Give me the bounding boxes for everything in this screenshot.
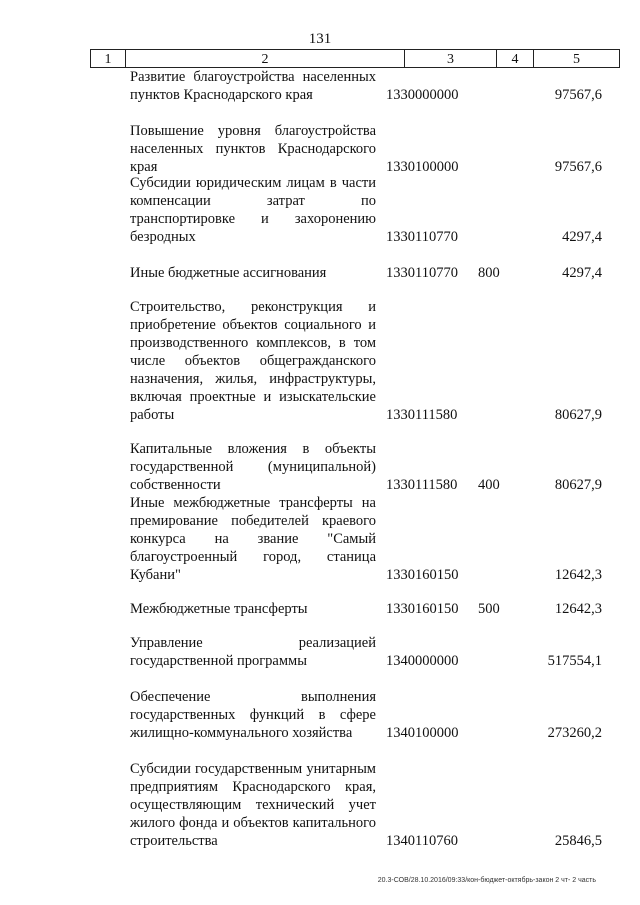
row-amount: 80627,9 (554, 477, 602, 493)
row-name: Субсидии государственным унитарным предприятиям Краснодарского края, осуществляющим технический учет жилого фонда и объектов капитального строительства (130, 761, 376, 849)
row-amount: 4297,4 (562, 229, 602, 245)
row-code: 1330160150 (386, 567, 459, 583)
row-name: Повышение уровня благоустройства населенных пунктов Краснодарского края (130, 123, 376, 175)
row-code: 1330100000 (386, 159, 459, 175)
row-amount: 12642,3 (554, 567, 602, 583)
table-row (0, 175, 640, 246)
row-name: Строительство, реконструкция и приобретение объектов социального и производственного комплексов, в том числе объектов общегражданского назначения, жилья, инфраструктуры, включая проектные и изыскательские работы (130, 299, 376, 423)
row-amount: 517554,1 (547, 653, 602, 669)
row-name: Капитальные вложения в объекты государственной (муниципальной) собственности (130, 441, 376, 493)
table-row (0, 686, 640, 742)
row-code: 1330111580 (386, 477, 458, 493)
row-name: Развитие благоустройства населенных пунктов Краснодарского края (130, 69, 376, 103)
row-name: Иные бюджетные ассигнования (130, 265, 327, 281)
row-amount: 25846,5 (554, 833, 602, 849)
column-header-3: 3 (405, 50, 497, 68)
row-amount: 4297,4 (562, 265, 602, 281)
row-amount: 97567,6 (554, 159, 602, 175)
row-name: Обеспечение выполнения государственных функций в сфере жилищно-коммунального хозяйства (130, 689, 376, 741)
row-name: Управление реализацией государственной программы (130, 635, 376, 669)
row-code: 1340100000 (386, 725, 459, 741)
footer-note: 20.3-СОВ/28.10.2016/09:33/кон-бюджет-октябрь-закон 2 чт- 2 часть (377, 877, 596, 884)
row-vr: 500 (478, 601, 500, 617)
page-number: 131 (308, 31, 332, 47)
row-code: 1330111580 (386, 407, 458, 423)
row-code: 1330110770 (386, 229, 458, 245)
table-row (0, 262, 640, 282)
column-header-4: 4 (497, 50, 534, 68)
row-name: Межбюджетные трансферты (130, 601, 308, 617)
column-header-2: 2 (126, 50, 405, 68)
row-code: 1340000000 (386, 653, 459, 669)
row-code: 1330160150 (386, 601, 459, 617)
table-row (0, 758, 640, 850)
table-row (0, 598, 640, 618)
row-amount: 273260,2 (547, 725, 602, 741)
row-name: Иные межбюджетные трансферты на премирование победителей краевого конкурса на звание "Самый благоустроенный город, станица Кубани" (130, 495, 376, 583)
table-row (0, 438, 640, 494)
row-name: Субсидии юридическим лицам в части компенсации затрат по транспортировке и захоронению безродных (130, 175, 376, 245)
row-amount: 97567,6 (554, 87, 602, 103)
row-code: 1340110760 (386, 833, 458, 849)
table-row (0, 495, 640, 584)
row-vr: 800 (478, 265, 500, 281)
row-code: 1330110770 (386, 265, 458, 281)
row-amount: 12642,3 (554, 601, 602, 617)
table-row (0, 296, 640, 424)
row-amount: 80627,9 (554, 407, 602, 423)
table-row (0, 632, 640, 670)
row-vr: 400 (478, 477, 500, 493)
column-header-1: 1 (91, 50, 126, 68)
table-row (0, 120, 640, 176)
table-row (0, 66, 640, 104)
row-code: 1330000000 (386, 87, 459, 103)
column-header-5: 5 (534, 50, 620, 68)
